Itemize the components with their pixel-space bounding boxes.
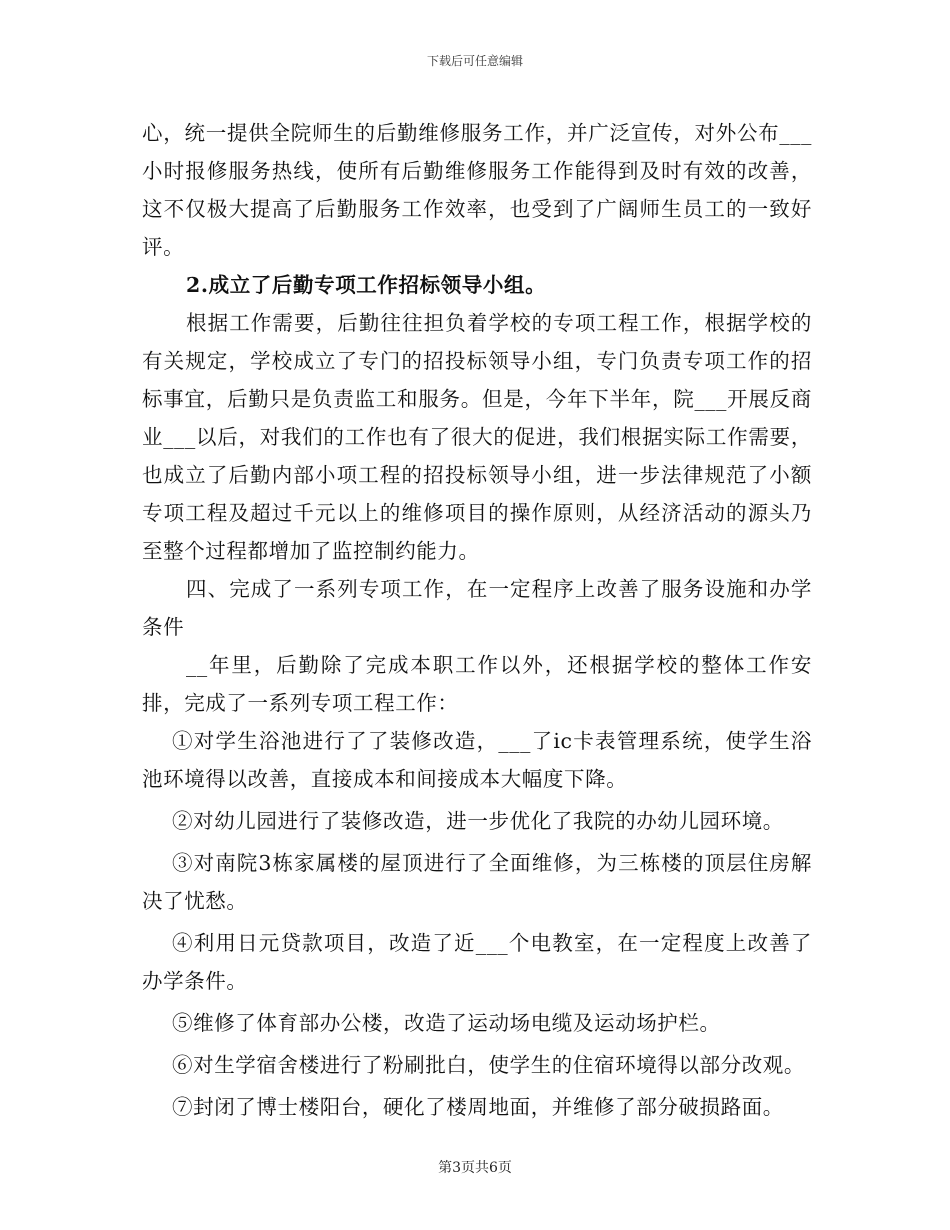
paragraph: 根据工作需要，后勤往往担负着学校的专项工程工作，根据学校的有关规定，学校成立了专门的招投标领导小组，专门负责专项工作的招标事宜，后勤只是负责监工和服务。但是，今年下半年，院___开展反商业___以后，对我们的工作也有了很大的促进，我们根据实际工作需要，也成立了后勤内部小项工程的招投标领导小组，进一步法律规范了小额专项工程及超过千元以上的维修项目的操作原则，从经济活动的源头乃至整个过程都增加了监控制约能力。 [142, 311, 812, 563]
document-body [142, 114, 812, 1126]
section-title: 四、完成了一系列专项工作，在一定程序上改善了服务设施和办学条件 [142, 577, 812, 639]
section-heading: 2.成立了后勤专项工作招标领导小组。 [186, 273, 547, 297]
paragraph: __年里，后勤除了完成本职工作以外，还根据学校的整体工作安排，完成了一系列专项工程工作： [142, 653, 812, 715]
page-footer: 第3页共6页 [438, 1160, 512, 1176]
list-item: ①对学生浴池进行了了装修改造，___了ic卡表管理系统，使学生浴池环境得以改善，直接成本和间接成本大幅度下降。 [142, 729, 812, 791]
list-item: ⑤维修了体育部办公楼，改造了运动场电缆及运动场护栏。 [172, 1011, 721, 1035]
list-item: ⑥对生学宿舍楼进行了粉刷批白，使学生的住宿环境得以部分改观。 [172, 1053, 805, 1077]
list-item: ⑦封闭了博士楼阳台，硬化了楼周地面，并维修了部分破损路面。 [172, 1095, 784, 1119]
page-header: 下载后可任意编辑 [426, 54, 523, 68]
list-item: ②对幼儿园进行了装修改造，进一步优化了我院的办幼儿园环境。 [172, 809, 784, 833]
paragraph-continuation: 心，统一提供全院师生的后勤维修服务工作，并广泛宣传，对外公布___小时报修服务热线，使所有后勤维修服务工作能得到及时有效的改善，这不仅极大提高了后勤服务工作效率，也受到了广阔师生员工的一致好评。 [142, 121, 812, 259]
list-item: ③对南院3栋家属楼的屋顶进行了全面维修，为三栋楼的顶层住房解决了忧愁。 [142, 851, 812, 913]
list-item: ④利用日元贷款项目，改造了近___个电教室，在一定程度上改善了办学条件。 [142, 931, 812, 993]
